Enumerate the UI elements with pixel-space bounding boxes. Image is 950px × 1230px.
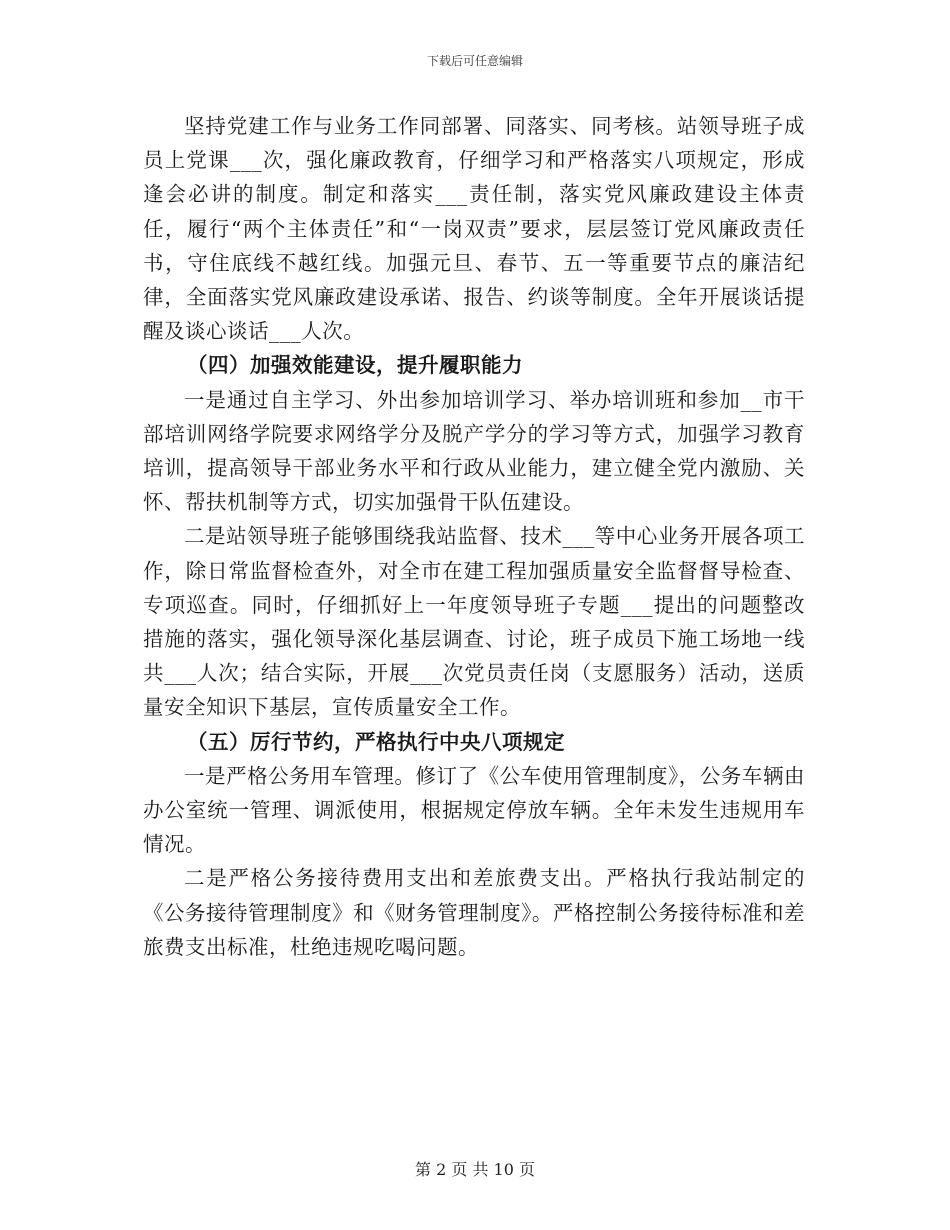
paragraph-party-building: 坚持党建工作与业务工作同部署、同落实、同考核。站领导班子成员上党课___次，强化廉政教育，仔细学习和严格落实八项规定，形成逢会必讲的制度。制定和落实___责任制，落实党风廉政建设主体责任，履行“两个主体责任”和“一岗双责”要求，层层签订党风廉政责任书，守住底线不越红线。加强元旦、春节、五一等重要节点的廉洁纪律，全面落实党风廉政建设承诺、报告、约谈等制度。全年开展谈话提醒及谈心谈话___人次。 bbox=[143, 114, 805, 344]
page-footer: 第 2 页 共 10 页 bbox=[415, 1160, 535, 1179]
paragraph-leadership: 二是站领导班子能够围绕我站监督、技术___等中心业务开展各项工作，除日常监督检查外，对全市在建工程加强质量安全监督督导检查、专项巡查。同时，仔细抓好上一年度领导班子专题___提出的问题整改措施的落实，强化领导深化基层调查、讨论，班子成员下施工场地一线共___人次；结合实际，开展___次党员责任岗（支愿服务）活动，送质量安全知识下基层，宣传质量安全工作。 bbox=[143, 524, 805, 720]
section-heading-4: （四）加强效能建设，提升履职能力 bbox=[187, 353, 523, 378]
page-header: 下载后可任意编辑 bbox=[426, 54, 523, 68]
document-body bbox=[143, 109, 805, 964]
section-heading-5: （五）厉行节约，严格执行中央八项规定 bbox=[187, 729, 565, 754]
paragraph-training: 一是通过自主学习、外出参加培训学习、举办培训班和参加__市干部培训网络学院要求网络学分及脱产学分的学习等方式，加强学习教育培训，提高领导干部业务水平和行政从业能力，建立健全党内激励、关怀、帮扶机制等方式，切实加强骨干队伍建设。 bbox=[143, 387, 805, 515]
paragraph-vehicle-management: 一是严格公务用车管理。修订了《公车使用管理制度》，公务车辆由办公室统一管理、调派使用，根据规定停放车辆。全年未发生违规用车情况。 bbox=[143, 763, 805, 857]
paragraph-reception-expenses: 二是严格公务接待费用支出和差旅费支出。严格执行我站制定的《公务接待管理制度》和《财务管理制度》。严格控制公务接待标准和差旅费支出标准，杜绝违规吃喝问题。 bbox=[143, 866, 805, 959]
